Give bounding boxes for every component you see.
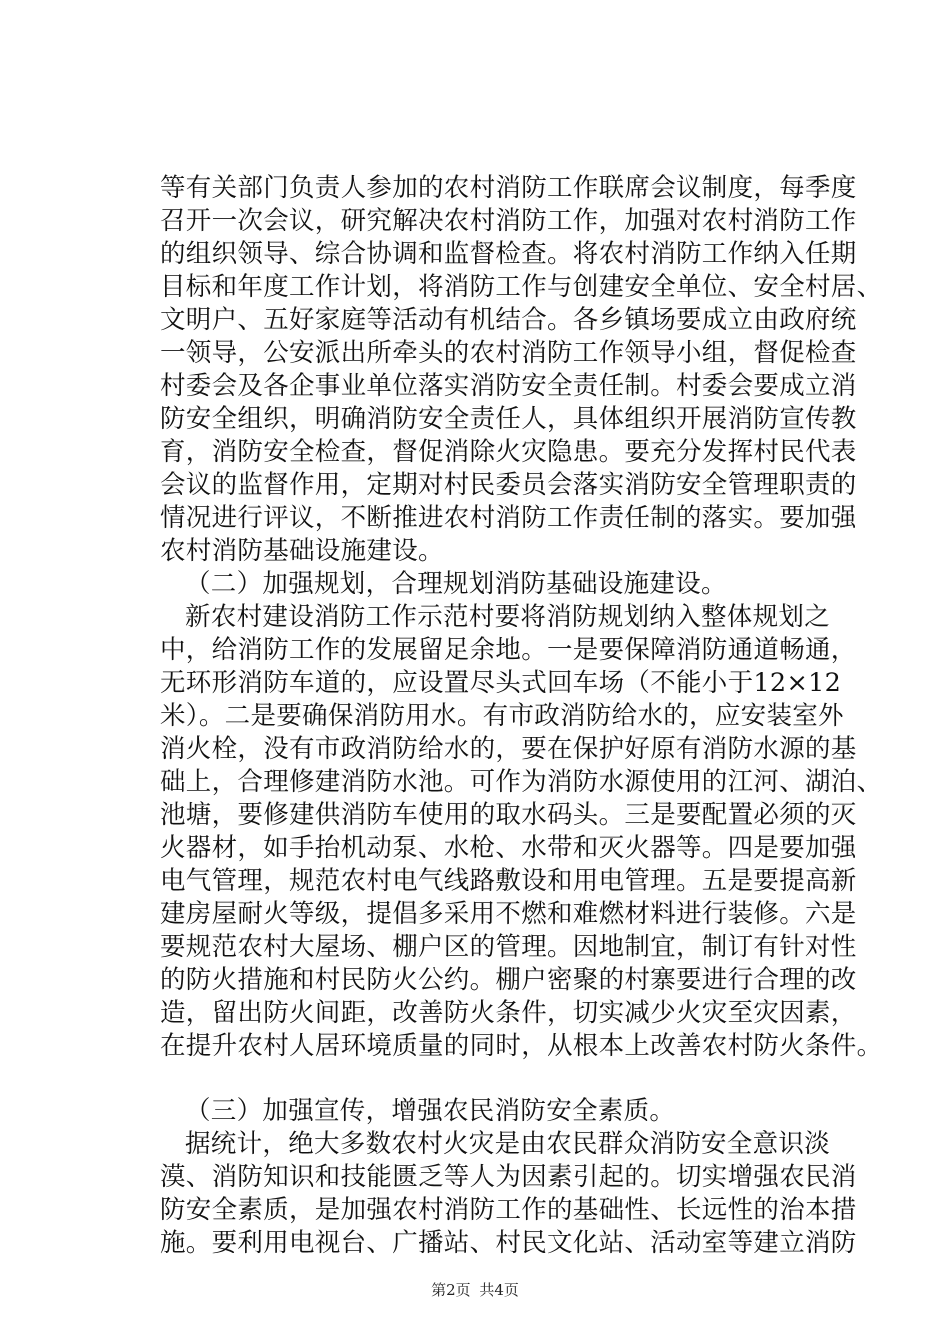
text-line: 消火栓，没有市政消防给水的，要在保护好原有消防水源的基 [160,734,857,764]
text-line: 一领导，公安派出所牵头的农村消防工作领导小组，督促检查 [160,338,857,368]
page-footer [0,1279,950,1300]
text-line: 础上，合理修建消防水池。可作为消防水源使用的江河、湖泊、 [160,767,883,797]
text-line: 新农村建设消防工作示范村要将消防规划纳入整体规划之 [185,602,831,632]
text-line: 村委会及各企事业单位落实消防安全责任制。村委会要成立消 [160,371,857,401]
section-heading-3: （三）加强宣传，增强农民消防安全素质。 [185,1096,676,1126]
text-line: 目标和年度工作计划，将消防工作与创建安全单位、安全村居、 [160,272,883,302]
total-pages: 共4页 [479,1281,519,1299]
paragraph-gap [160,1063,840,1095]
text-line: 防安全素质，是加强农村消防工作的基础性、长远性的治本措 [160,1195,857,1225]
text-line: 文明户、五好家庭等活动有机结合。各乡镇场要成立由政府统 [160,305,857,335]
text-line: 据统计，绝大多数农村火灾是由农民群众消防安全意识淡 [185,1129,831,1159]
text-line: 造，留出防火间距，改善防火条件，切实减少火灾至灾因素， [160,998,857,1028]
text-line: 漠、消防知识和技能匮乏等人为因素引起的。切实增强农民消 [160,1162,857,1192]
text-line: 等有关部门负责人参加的农村消防工作联席会议制度，每季度 [160,173,857,203]
document-body [160,172,883,1260]
text-line: 中，给消防工作的发展留足余地。一是要保障消防通道畅通， [160,635,857,665]
text-line: 防安全组织，明确消防安全责任人，具体组织开展消防宣传教 [160,404,857,434]
page-number: 第2页 [431,1281,471,1299]
text-line: 会议的监督作用，定期对村民委员会落实消防安全管理职责的 [160,470,857,500]
text-line: 施。要利用电视台、广播站、村民文化站、活动室等建立消防 [160,1228,857,1258]
text-line: 情况进行评议，不断推进农村消防工作责任制的落实。要加强 [160,503,857,533]
text-line: 米）。二是要确保消防用水。有市政消防给水的，应安装室外 [160,701,844,731]
text-line: 召开一次会议，研究解决农村消防工作，加强对农村消防工作 [160,206,857,236]
text-line: 的组织领导、综合协调和监督检查。将农村消防工作纳入任期 [160,239,857,269]
text-line: 池塘，要修建供消防车使用的取水码头。三是要配置必须的灭 [160,800,857,830]
text-line: 农村消防基础设施建设。 [160,536,444,566]
text-line: 电气管理，规范农村电气线路敷设和用电管理。五是要提高新 [160,866,857,896]
text-line: 育，消防安全检查，督促消除火灾隐患。要充分发挥村民代表 [160,437,857,467]
text-line: 的防火措施和村民防火公约。棚户密聚的村寨要进行合理的改 [160,965,857,995]
text-line: 火器材，如手抬机动泵、水枪、水带和灭火器等。四是要加强 [160,833,857,863]
text-line: 建房屋耐火等级，提倡多采用不燃和难燃材料进行装修。六是 [160,899,857,929]
text-line: 无环形消防车道的，应设置尽头式回车场（不能小于12×12 [160,668,842,698]
section-heading-2: （二）加强规划，合理规划消防基础设施建设。 [185,569,727,599]
text-line: 在提升农村人居环境质量的同时，从根本上改善农村防火条件。 [160,1031,883,1061]
text-line: 要规范农村大屋场、棚户区的管理。因地制宜，制订有针对性 [160,932,857,962]
